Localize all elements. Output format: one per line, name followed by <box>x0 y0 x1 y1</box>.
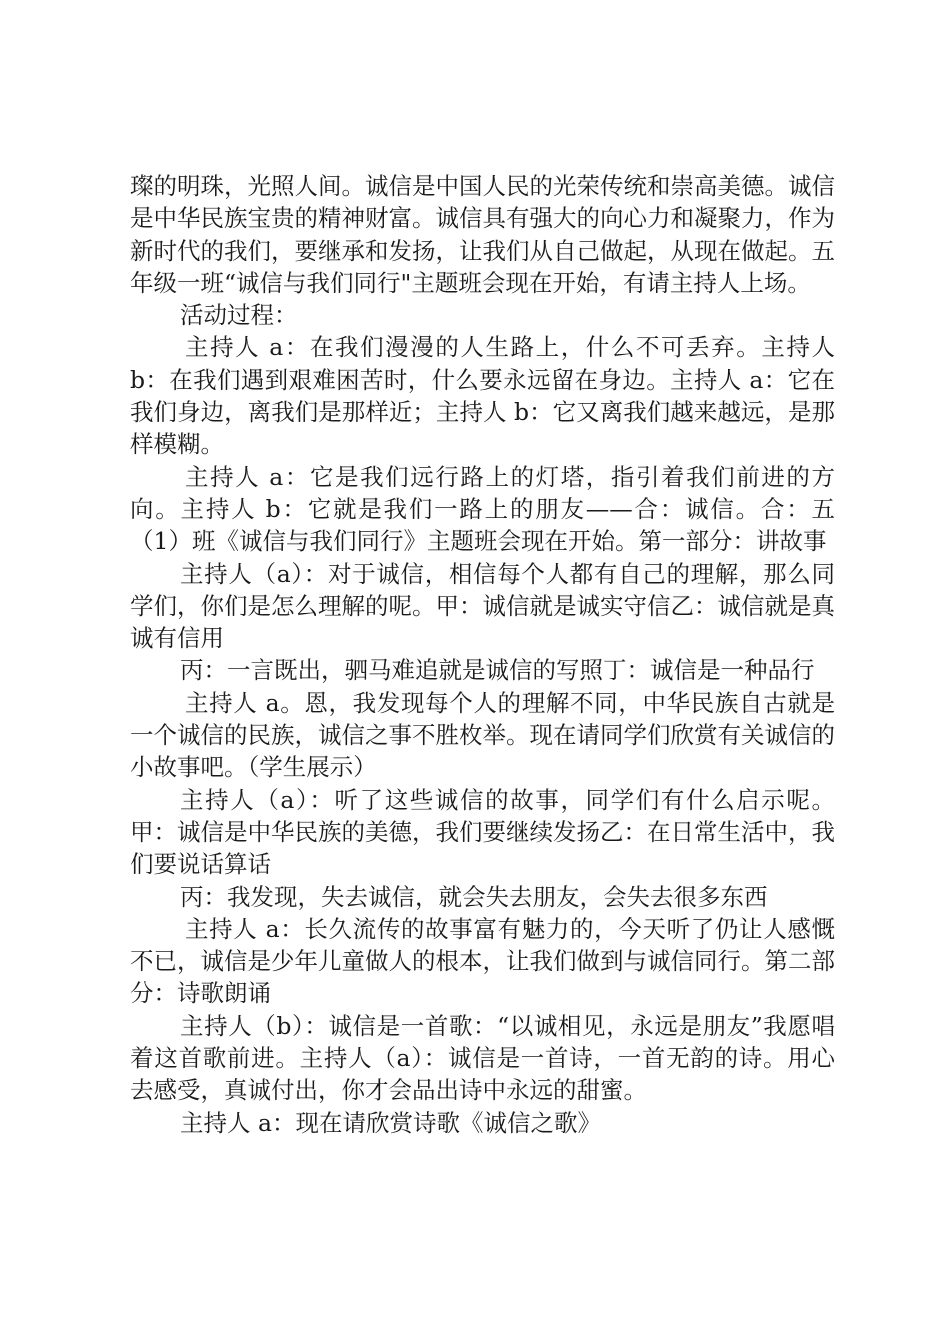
paragraph-understanding: 主持人（a）：对于诚信，相信每个人都有自己的理解，那么同学们，你们是怎么理解的呢。甲：诚信就是诚实守信乙：诚信就是真诚有信用 <box>130 559 835 653</box>
paragraph-inspiration: 主持人（a）：听了这些诚信的故事，同学们有什么启示呢。甲：诚信是中华民族的美德，我们要继续发扬乙：在日常生活中，我们要说话算话 <box>130 785 835 879</box>
paragraph-song-poem: 主持人（b）：诚信是一首歌：“以诚相见，永远是朋友”我愿唱着这首歌前进。主持人（a）：诚信是一首诗，一首无韵的诗。用心去感受，真诚付出，你才会品出诗中永远的甜蜜。 <box>130 1011 835 1105</box>
paragraph-poem-title: 主持人 a：现在请欣赏诗歌《诚信之歌》 <box>180 1108 601 1137</box>
paragraph-host-dialogue-2: 主持人 a：它是我们远行路上的灯塔，指引着我们前进的方向。主持人 b：它就是我们一路上的朋友——合：诚信。合：五（1）班《诚信与我们同行》主题班会现在开始。第一部分：讲故事 <box>130 462 835 556</box>
paragraph-activity-heading: 活动过程： <box>180 301 298 330</box>
paragraph-stories: 主持人 a。恩，我发现每个人的理解不同，中华民族自古就是一个诚信的民族，诚信之事不胜枚举。现在请同学们欣赏有关诚信的小故事吧。（学生展示） <box>130 688 835 782</box>
paragraph-poetry-section: 主持人 a：长久流传的故事富有魅力的，今天听了仍让人感慨不已，诚信是少年儿童做人的根本，让我们做到与诚信同行。第二部分：诗歌朗诵 <box>130 914 835 1008</box>
document-body <box>130 170 835 1139</box>
paragraph-losing-honesty: 丙：我发现，失去诚信，就会失去朋友，会失去很多东西 <box>180 882 768 911</box>
paragraph-intro: 璨的明珠，光照人间。诚信是中国人民的光荣传统和崇高美德。诚信是中华民族宝贵的精神财富。诚信具有强大的向心力和凝聚力，作为新时代的我们，要继承和发扬，让我们从自己做起，从现在做起。五年级一班“诚信与我们同行"主题班会现在开始，有请主持人上场。 <box>130 172 835 297</box>
paragraph-host-dialogue-1: 主持人 a：在我们漫漫的人生路上，什么不可丢弃。主持人 b：在我们遇到艰难困苦时，什么要永远留在身边。主持人 a：它在我们身边，离我们是那样近；主持人 b：它又离我们越来越远，是那样模糊。 <box>130 333 835 459</box>
paragraph-bing-ding: 丙：一言既出，驷马难追就是诚信的写照丁：诚信是一种品行 <box>180 656 815 685</box>
